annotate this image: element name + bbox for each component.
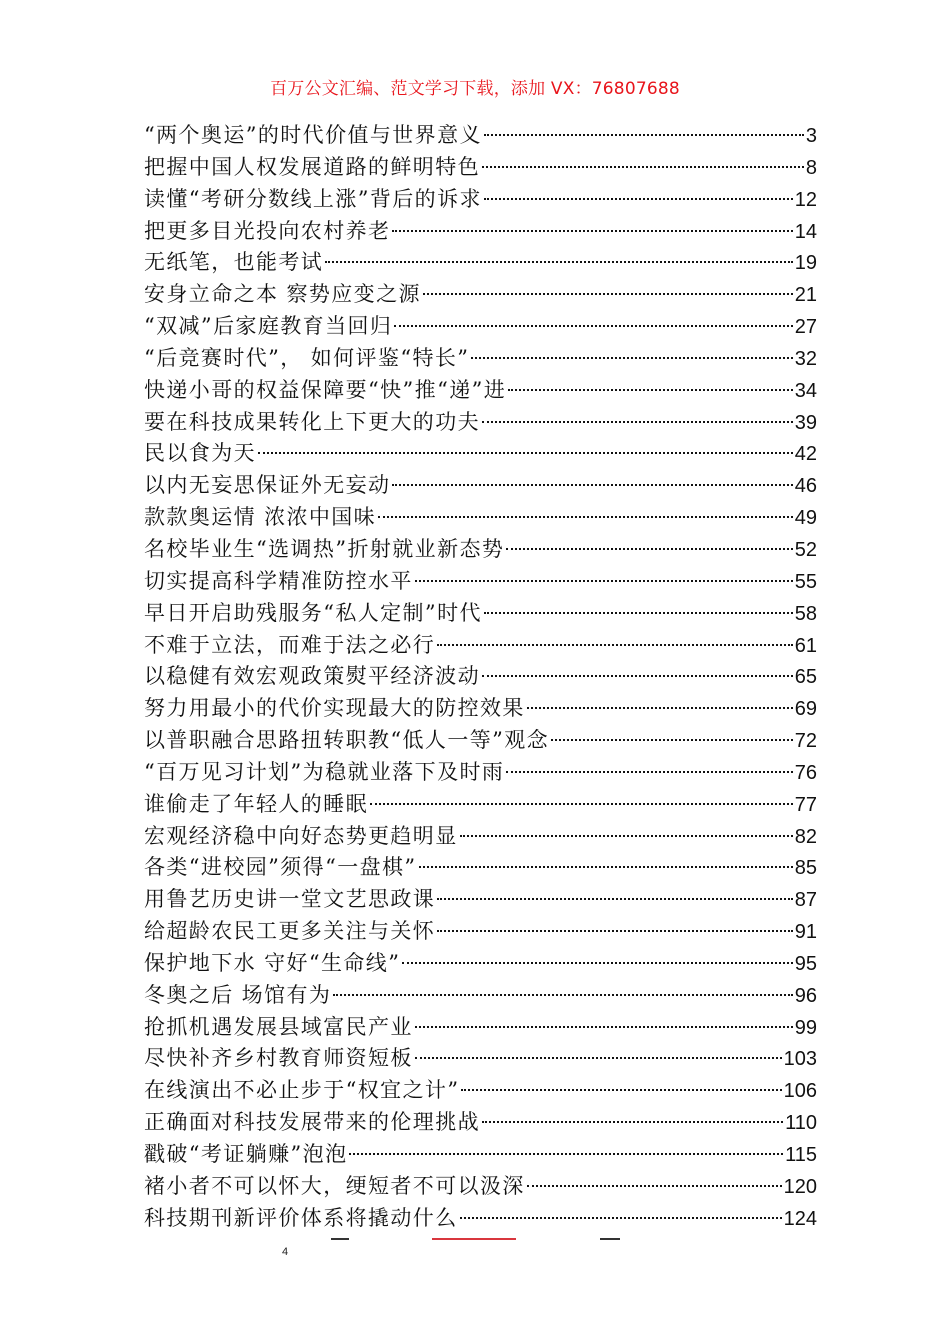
toc-entry-title: 早日开启助残服务“私人定制”时代 (144, 600, 482, 625)
toc-entry[interactable] (144, 948, 817, 980)
toc-entry-title: 宏观经济稳中向好态势更趋明显 (144, 823, 458, 848)
toc-entry-page: 46 (794, 475, 817, 498)
toc-entry-title: 以稳健有效宏观政策熨平经济波动 (144, 664, 480, 689)
toc-dot-leader (333, 994, 792, 996)
toc-entry-page: 39 (794, 411, 817, 434)
toc-entry-title: 要在科技成果转化上下更大的功夫 (144, 409, 480, 434)
toc-entry-page: 32 (794, 347, 817, 370)
toc-entry-page: 58 (794, 602, 817, 625)
toc-entry-page: 34 (794, 379, 817, 402)
toc-dot-leader (415, 1057, 782, 1059)
toc-dot-leader (506, 771, 792, 773)
toc-dot-leader (415, 580, 793, 582)
toc-entry-title: 冬奥之后 场馆有为 (144, 982, 332, 1007)
toc-entry-title: 以普职融合思路扭转职教“低人一等”观念 (144, 728, 550, 753)
toc-entry-page: 55 (794, 570, 817, 593)
toc-entry-page: 21 (794, 284, 817, 307)
toc-entry-title: “百万见习计划”为稳就业落下及时雨 (144, 759, 505, 784)
toc-entry[interactable] (144, 821, 817, 853)
toc-entry-page: 27 (794, 316, 817, 339)
toc-entry-page: 52 (794, 538, 817, 561)
toc-entry-title: 褚小者不可以怀大，绠短者不可以汲深 (144, 1173, 525, 1198)
toc-entry-title: 以内无妄思保证外无妄动 (144, 473, 391, 498)
page-number: 4 (282, 1246, 289, 1258)
toc-entry-page: 12 (794, 188, 817, 211)
toc-entry-page: 19 (794, 252, 817, 275)
toc-entry-title: 把更多目光投向农村养老 (144, 218, 391, 243)
toc-entry[interactable] (144, 884, 817, 916)
toc-dot-leader (482, 421, 793, 423)
toc-dot-leader (508, 389, 793, 391)
toc-entry[interactable] (144, 980, 817, 1012)
toc-dot-leader (506, 548, 792, 550)
toc-entry-title: “两个奥运”的时代价值与世界意义 (144, 123, 482, 147)
toc-entry[interactable] (144, 343, 817, 375)
toc-entry-title: 无纸笔，也能考试 (144, 250, 324, 275)
toc-entry-page: 106 (783, 1080, 817, 1103)
toc-entry-page: 82 (794, 825, 817, 848)
toc-entry[interactable] (144, 375, 817, 407)
toc-entry-page: 65 (794, 666, 817, 689)
toc-entry-title: “双减”后家庭教育当回归 (144, 314, 393, 339)
toc-entry[interactable] (144, 311, 817, 343)
toc-entry[interactable] (144, 757, 817, 789)
toc-entry[interactable] (144, 916, 817, 948)
toc-entry-page: 14 (794, 220, 817, 243)
toc-entry-title: 谁偷走了年轻人的睡眠 (144, 791, 368, 816)
toc-entry-page: 87 (794, 889, 817, 912)
toc-entry[interactable] (144, 1203, 817, 1235)
toc-dot-leader (471, 357, 792, 359)
toc-entry-page: 69 (794, 698, 817, 721)
toc-dot-leader (325, 261, 793, 263)
toc-entry[interactable] (144, 1075, 817, 1107)
header-watermark-text: 百万公文汇编、范文学习下载，添加 VX：76807688 (270, 79, 680, 99)
toc-dot-leader (460, 1217, 782, 1219)
toc-entry[interactable] (144, 502, 817, 534)
toc-entry-title: 科技期刊新评价体系将撬动什么 (144, 1205, 458, 1230)
toc-entry-title: 用鲁艺历史讲一堂文艺思政课 (144, 887, 436, 912)
toc-entry[interactable] (144, 120, 817, 152)
toc-entry-page: 85 (794, 857, 817, 880)
toc-dot-leader (437, 644, 793, 646)
toc-entry-title: 在线演出不必止步于“权宜之计” (144, 1078, 460, 1103)
toc-dot-leader (392, 484, 792, 486)
toc-entry-title: 各类“进校园”须得“一盘棋” (144, 855, 417, 880)
underline-mark (600, 1238, 620, 1240)
toc-entry[interactable] (144, 279, 817, 311)
toc-entry-page: 72 (794, 730, 817, 753)
toc-entry[interactable] (144, 1107, 817, 1139)
toc-dot-leader (484, 134, 804, 136)
toc-entry-page: 99 (794, 1016, 817, 1039)
toc-entry-page: 115 (785, 1144, 817, 1166)
toc-entry[interactable] (144, 407, 817, 439)
toc-entry-page: 49 (794, 507, 817, 530)
toc-entry-title: 抢抓机遇发展县域富民产业 (144, 1014, 413, 1039)
toc-dot-leader (527, 1185, 782, 1187)
toc-dot-leader (394, 325, 792, 327)
toc-entry-title: 快递小哥的权益保障要“快”推“递”进 (144, 377, 507, 402)
toc-entry[interactable] (144, 470, 817, 502)
toc-entry-title: 读懂“考研分数线上涨”背后的诉求 (144, 186, 482, 211)
toc-entry[interactable] (144, 216, 817, 248)
toc-entry[interactable] (144, 184, 817, 216)
toc-entry[interactable] (144, 1139, 817, 1171)
toc-entry[interactable] (144, 534, 817, 566)
toc-entry[interactable] (144, 1012, 817, 1044)
toc-entry[interactable] (144, 152, 817, 184)
toc-entry-title: 民以食为天 (144, 441, 256, 466)
underline-mark (331, 1238, 349, 1240)
table-of-contents (144, 120, 817, 1235)
toc-entry-title: 不难于立法，而难于法之必行 (144, 632, 436, 657)
toc-entry-title: 努力用最小的代价实现最大的防控效果 (144, 696, 525, 721)
toc-entry-page: 3 (805, 125, 817, 147)
toc-entry-title: 戳破“考证躺赚”泡泡 (144, 1142, 348, 1166)
toc-entry-page: 124 (783, 1207, 817, 1230)
toc-dot-leader (415, 1026, 793, 1028)
toc-entry-page: 91 (794, 921, 817, 944)
toc-dot-leader (437, 930, 793, 932)
toc-entry[interactable] (144, 630, 817, 662)
toc-dot-leader (461, 1089, 781, 1091)
toc-dot-leader (402, 962, 792, 964)
toc-dot-leader (437, 898, 793, 900)
toc-entry[interactable] (144, 1043, 817, 1075)
toc-dot-leader (378, 516, 793, 518)
toc-entry[interactable] (144, 1171, 817, 1203)
toc-entry-title: 尽快补齐乡村教育师资短板 (144, 1046, 413, 1071)
toc-entry-page: 96 (794, 984, 817, 1007)
toc-entry-title: “后竞赛时代”， 如何评鉴“特长” (144, 345, 470, 370)
toc-entry[interactable] (144, 598, 817, 630)
toc-entry-page: 103 (783, 1048, 817, 1071)
toc-dot-leader (527, 707, 793, 709)
toc-dot-leader (349, 1153, 783, 1155)
toc-dot-leader (484, 198, 793, 200)
toc-entry-page: 95 (794, 952, 817, 975)
toc-entry-title: 切实提高科学精准防控水平 (144, 568, 413, 593)
toc-entry[interactable] (144, 438, 817, 470)
toc-entry-title: 款款奥运情 浓浓中国味 (144, 505, 377, 530)
toc-dot-leader (482, 166, 804, 168)
toc-entry-page: 76 (794, 761, 817, 784)
toc-entry[interactable] (144, 725, 817, 757)
toc-entry[interactable] (144, 247, 817, 279)
toc-entry-title: 给超龄农民工更多关注与关怀 (144, 919, 436, 944)
toc-entry-title: 正确面对科技发展带来的伦理挑战 (144, 1110, 480, 1135)
toc-dot-leader (460, 835, 793, 837)
toc-entry-title: 名校毕业生“选调热”折射就业新态势 (144, 536, 505, 561)
toc-dot-leader (423, 293, 793, 295)
toc-entry[interactable] (144, 693, 817, 725)
toc-dot-leader (551, 739, 793, 741)
toc-entry-title: 把握中国人权发展道路的鲜明特色 (144, 154, 480, 179)
red-underline-mark (432, 1238, 516, 1240)
toc-dot-leader (482, 1121, 783, 1123)
toc-entry-title: 安身立命之本 察势应变之源 (144, 282, 421, 307)
toc-dot-leader (482, 675, 793, 677)
toc-dot-leader (370, 803, 793, 805)
toc-dot-leader (392, 230, 792, 232)
toc-entry[interactable] (144, 789, 817, 821)
toc-entry-page: 110 (785, 1112, 817, 1135)
toc-entry-page: 77 (794, 793, 817, 816)
toc-entry-page: 120 (783, 1175, 817, 1198)
toc-dot-leader (484, 612, 793, 614)
toc-dot-leader (419, 866, 793, 868)
toc-dot-leader (258, 452, 793, 454)
toc-entry[interactable] (144, 661, 817, 693)
toc-entry[interactable] (144, 566, 817, 598)
toc-entry[interactable] (144, 852, 817, 884)
toc-entry-page: 42 (794, 443, 817, 466)
toc-entry-page: 61 (794, 634, 817, 657)
toc-entry-page: 8 (805, 156, 817, 179)
toc-entry-title: 保护地下水 守好“生命线” (144, 950, 401, 975)
